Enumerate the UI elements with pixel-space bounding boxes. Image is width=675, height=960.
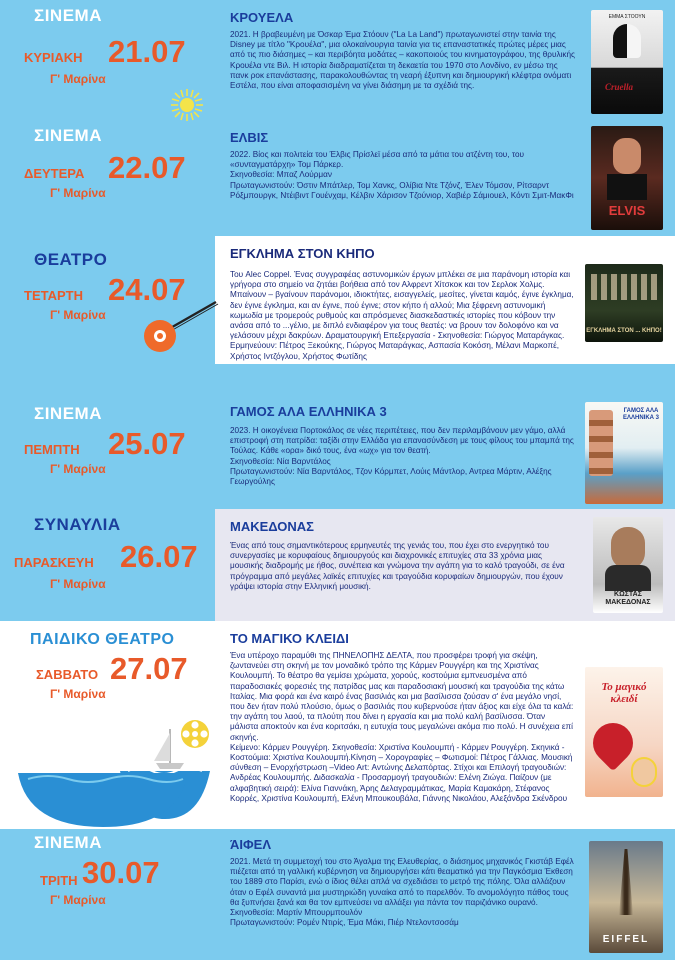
event-date: 21.07 <box>108 34 186 69</box>
event-poster <box>585 667 663 797</box>
event-left-panel <box>0 621 215 829</box>
event-title: ΜΑΚΕΔΟΝΑΣ <box>230 519 314 534</box>
event-date: 24.07 <box>108 272 186 307</box>
event-poster <box>589 841 663 953</box>
event-cast: Πρωταγωνιστούν: Όστιν Μπάτλερ, Τομ Χανκς, Ολίβια Ντε Τζόνζ, Έλεν Τόμσον, Ρίτσαρντ Ρόξμπουργκ, Ντέιβιντ Γουένχαμ, Κέλβιν Χάρισον Τζούνιορ, Χαβιέρ Σάμιουελ, Κόντι Σμιτ-ΜακΦι <box>230 180 574 200</box>
poster-text: ΕΜΜΑ ΣΤΟΟΥΝ <box>608 14 646 20</box>
event-date: 22.07 <box>108 150 186 185</box>
poster-text: ELVIS <box>608 203 646 218</box>
event-left-panel <box>0 120 215 230</box>
event-poster <box>591 126 663 230</box>
event-left-panel <box>0 364 215 509</box>
event-row-cruella <box>0 0 675 120</box>
event-description <box>230 857 575 928</box>
event-venue: Γ' Μαρίνα <box>50 893 106 907</box>
event-category: ΘΕΑΤΡΟ <box>34 250 108 269</box>
event-date: 27.07 <box>110 651 188 686</box>
event-description-text: 2021. Μετά τη συμμετοχή του στο Άγαλμα της Ελευθερίας, ο διάσημος μηχανικός Γκιστάβ Εφέλ πιέζεται από τη γαλλική κυβέρνηση να δημιουργήσει κάτι θεαματικό για την Παγκόσμια Έκθεση του 1889 στο Παρίσι, ενώ ο ίδιος θέλει απλά να σχεδιάσει το μετρό της πόλης. Όλα αλλάζουν όταν ο Εφέλ συναντά μια μυστηριώδη γυναίκα από το παρελθόν. Το ανομολόγητο πάθος τους θα ξυπνήσει ξανά και θα τον εμπνεύσει να αλλάξει για πάντα τον παριζιάνικο ουρανό. <box>230 857 574 907</box>
event-day: ΔΕΥΤΕΡΑ <box>24 166 85 181</box>
event-description-text: Ένα υπέροχο παραμύθι της ΠΗΝΕΛΟΠΗΣ ΔΕΛΤΑ, που προσφέρει τροφή για σκέψη, ζωντανεύει στη σκηνή με τον μοναδικό τρόπο της Κάρμεν Ρουγγέρη και της Χριστίνας Κουλουμπή. Το θέατρο θα γεμίσει χρώματα, χορούς, κοστούμια εμπνευσμένα από παραδοσιακές φορεσιές της πατρίδας μας και παραδοσιακή μουσική και τραγούδια της κάτω Ιταλίας. Μια φορά και ένα καιρό ένας βασιλιάς και μια βασίλισσα ζούσαν σ' ένα μεγάλο νησί, που δεν ήταν πολύ πλούσιο, όμως ο βασιλιάς που κυβερνούσε ήταν άξιος και είχε όλα τα καλά: την αγάπη του λαού, τα πλούτη που δίνει η εργασία και μια πολύ καλή βασίλισσα. Όταν μάλιστα αποκτούν και ένα κοριτσάκι, η ευτυχία τους μεγαλώνει ακόμα πιο πολύ. Η συνέχεια επί σκηνής. <box>230 651 574 742</box>
event-category: ΣΙΝΕΜΑ <box>34 833 102 852</box>
event-title: ΤΟ ΜΑΓΙΚΟ ΚΛΕΙΔΙ <box>230 631 349 646</box>
event-description <box>230 541 575 592</box>
event-date: 30.07 <box>82 855 160 890</box>
event-category: ΠΑΙΔΙΚΟ ΘΕΑΤΡΟ <box>30 631 175 648</box>
event-cast: Πρωταγωνιστούν: Ρομέν Ντιρίς, Έμα Μάκι, Πιέρ Ντελοντσοσάμ <box>230 918 459 928</box>
event-left-panel <box>0 0 215 120</box>
event-director: Σκηνοθεσία: Μπαζ Λούρμαν <box>230 170 332 180</box>
event-title: ΕΓΚΛΗΜΑ ΣΤΟΝ ΚΗΠΟ <box>230 246 375 261</box>
event-venue: Γ' Μαρίνα <box>50 186 106 200</box>
event-date: 25.07 <box>108 426 186 461</box>
event-description-text: Του Alec Coppel. Ένας συγγραφέας αστυνομικών έργων μπλέκει σε μια παράνομη ιστορία και γρήγορα στο σημείο να ζητάει βοήθεια από τον Αλφρεντ Χίτσκοκ και τον Σερλοκ Χολμς. Μπαίνουν – βγαίνουν παράνομοι, ιδιοκτήτες, εισαγγελείς, μεσίτες, γίνεται καμός, έγινε έγκλημα, δεν έγινε έγκλημα, και αν έγινε, πού έγινε; στον κήπο ή αλλού; Μια ξέφρενη αστυνομική κωμωδία με τρομερούς ρυθμούς και απρόσμενες διασκεδαστικές ιστορίες που κόβουν την ανάσα από το ...γέλιο, με διπλό ενδιαφέρον για τους θεατές: να βρουν τον δολοφόνο και να γελάσουν μέχρι δακρύων. Δραματουργική Επεξεργασία - Σκηνοθεσία: Γιώργος Ματαράγκας. <box>230 270 574 341</box>
event-cast: Πρωταγωνιστούν: Νία Βαρντάλος, Τζον Κόρμπετ, Λούις Μάντλορ, Αντρεα Μάρτιν, Αλέξης Γεωργούλης <box>230 466 552 487</box>
event-description <box>230 426 575 487</box>
event-cast: Ερμηνεύουν: Πέτρος Ξεκούκης, Γιώργος Ματαράγκας, Ασπασία Κοκόση, Μέλανι Μαρκοπέ, Χρήστος Ιντζόγλου, Χρήστος Φωτίδης <box>230 341 560 361</box>
event-day: ΤΕΤΑΡΤΗ <box>24 288 83 303</box>
poster-text: Το μαγικό κλειδί <box>601 681 647 705</box>
event-description-text: 2023. Η οικογένεια Πορτοκάλος σε νέες περιπέτειες, που δεν περιλαμβάνουν μεν γάμο, αλλά επιστροφή στη πατρίδα: ταξίδι στην Ελλάδα για επανασύνδεση με τους φίλους του μπαμπά της Τούλας. Κάθε «ορα» δικό τους, ένα «ωχ» για τον θεατή. <box>230 426 574 456</box>
event-row-concert <box>0 509 675 621</box>
event-credits: Κείμενο: Κάρμεν Ρουγγέρη. Σκηνοθεσία: Χριστίνα Κουλουμπή - Κάρμεν Ρουγγέρη. Σκηνικά - Κοστούμια: Χριστίνα Κουλουμπή.Κίνηση – Χορογραφίες – Φωτισμοί: Πέτρος Γάλλιας. Μουσική σύνθεση – Ενορχήστρωση –Video Art: Αντώνης Δελαπόρτας. Στίχοι και Επιλογή τραγουδιών: Ανδρέας Κουλουμπής. Διδασκαλία - Προσαρμογή τραγουδιών: Ελένη Ζιώγα. Παίζουν (με αλφαβητική σειρά): Ελίνα Γιαννάκη, Άρης Δελαγραμμάτικας, Μαρία Καμακάρη, Στέφανος Κορρές, Χριστίνα Κουλουμπή, Ελένη Μπουκουβάλα, Γιάννης Νικολάου, Αλεξάνδρα Σκένδρου <box>230 742 573 803</box>
event-description-text: Ένας από τους σημαντικότερους ερμηνευτές της γενιάς του, που έχει στο ενεργητικό του συνεργασίες με κορυφαίους δημιουργούς και διαχρονικές επιτυχίες στα 33 χρόνια μιας μουσικής διαδρομής με ήθος, συνέπεια και γνώμονα την αγάπη για το καλό τραγούδι, σε ένα πρόγραμμα από μεγάλες λαϊκές επιτυχίες και τραγούδια κορυφαίων δημιουργών, που έχουν γράψει ιστορία στην Ελληνική μουσική. <box>230 541 565 591</box>
event-description-text: 2022. Βίος και πολιτεία του Έλβις Πρίσλεϊ μέσα από τα μάτια του ατζέντη του, του «συνταγματάρχη» Τομ Πάρκερ. <box>230 150 524 170</box>
event-day: ΣΑΒΒΑΤΟ <box>36 667 99 682</box>
event-title: ΓΑΜΟΣ ΑΛΑ ΕΛΛΗΝΙΚΑ 3 <box>230 404 387 419</box>
event-poster <box>585 402 663 504</box>
event-poster <box>593 517 663 613</box>
event-director: Σκηνοθεσία: Νία Βαρντάλος <box>230 456 331 466</box>
guitar-icon <box>140 298 220 354</box>
event-row-elvis <box>0 120 675 230</box>
event-category: ΣΥΝΑΥΛΙΑ <box>34 515 121 534</box>
event-day: ΚΥΡΙΑΚΗ <box>24 50 83 65</box>
event-poster <box>585 264 663 342</box>
event-row-eiffel <box>0 829 675 960</box>
event-day: ΤΡΙΤΗ <box>40 873 78 888</box>
event-day: ΠΕΜΠΤΗ <box>24 442 80 457</box>
poster-text: EIFFEL <box>602 934 650 945</box>
event-venue: Γ' Μαρίνα <box>50 308 106 322</box>
event-venue: Γ' Μαρίνα <box>50 577 106 591</box>
event-description <box>230 270 575 362</box>
event-title: ΆΙΦΕΛ <box>230 837 272 852</box>
event-category: ΣΙΝΕΜΑ <box>34 6 102 25</box>
event-description <box>230 651 575 804</box>
poster-text: ΚΩΣΤΑΣ ΜΑΚΕΔΟΝΑΣ <box>605 591 651 606</box>
event-venue: Γ' Μαρίνα <box>50 462 106 476</box>
event-description-text: 2021. Η βραβευμένη με Όσκαρ Έμα Στόουν ("La La Land") πρωταγωνιστεί στην ταινία της Disney με τίτλο "Κρουέλα", μια ολοκαίνουργια ταινία για τις επαναστατικές πρώτες μέρες μιας από τις πιο διάσημες – και περιβόητα μοδάτες – κακοποιούς του κινηματογράφου, της θρυλικής Κρουέλα ντε Βιλ. Η ιστορία διαδραματίζεται τη δεκαετία του 1970 στο Λονδίνο, εν μέσω της πανκ ροκ επανάστασης, παρακολουθώντας τη νεαρή έξυπνη και δημιουργική κλέφτρα ονόματι Εστέλα, που είναι αποφασισμένη να γίνει διάσημη με τα σχέδιά της. <box>230 30 575 91</box>
event-title: ΚΡΟΥΕΛΑ <box>230 10 294 25</box>
event-venue: Γ' Μαρίνα <box>50 687 106 701</box>
poster-text: ΕΓΚΛΗΜΑ ΣΤΟΝ ... ΚΗΠΟ! <box>586 328 662 334</box>
event-title: ΕΛΒΙΣ <box>230 130 269 145</box>
film-reel-icon <box>180 719 210 749</box>
event-description <box>230 30 575 91</box>
event-row-theatre <box>0 236 675 364</box>
event-category: ΣΙΝΕΜΑ <box>34 404 102 423</box>
boat-icon <box>18 769 188 827</box>
sun-icon <box>170 88 204 122</box>
event-description <box>230 150 575 201</box>
event-category: ΣΙΝΕΜΑ <box>34 126 102 145</box>
event-row-gamos <box>0 364 675 509</box>
event-date: 26.07 <box>120 539 198 574</box>
event-director: Σκηνοθεσία: Μαρτίν Μπουρμπουλόν <box>230 908 363 918</box>
event-row-kids <box>0 621 675 829</box>
poster-text: ΓΑΜΟΣ ΑΛΑ ΕΛΛΗΝΙΚΑ 3 <box>623 408 660 421</box>
event-day: ΠΑΡΑΣΚΕΥΗ <box>14 555 94 570</box>
event-poster: ΕΜΜΑ ΣΤΟΟΥΝ Cruella <box>591 10 663 114</box>
event-left-panel <box>0 509 215 621</box>
event-venue: Γ' Μαρίνα <box>50 72 106 86</box>
event-left-panel <box>0 236 215 364</box>
event-left-panel <box>0 829 215 960</box>
